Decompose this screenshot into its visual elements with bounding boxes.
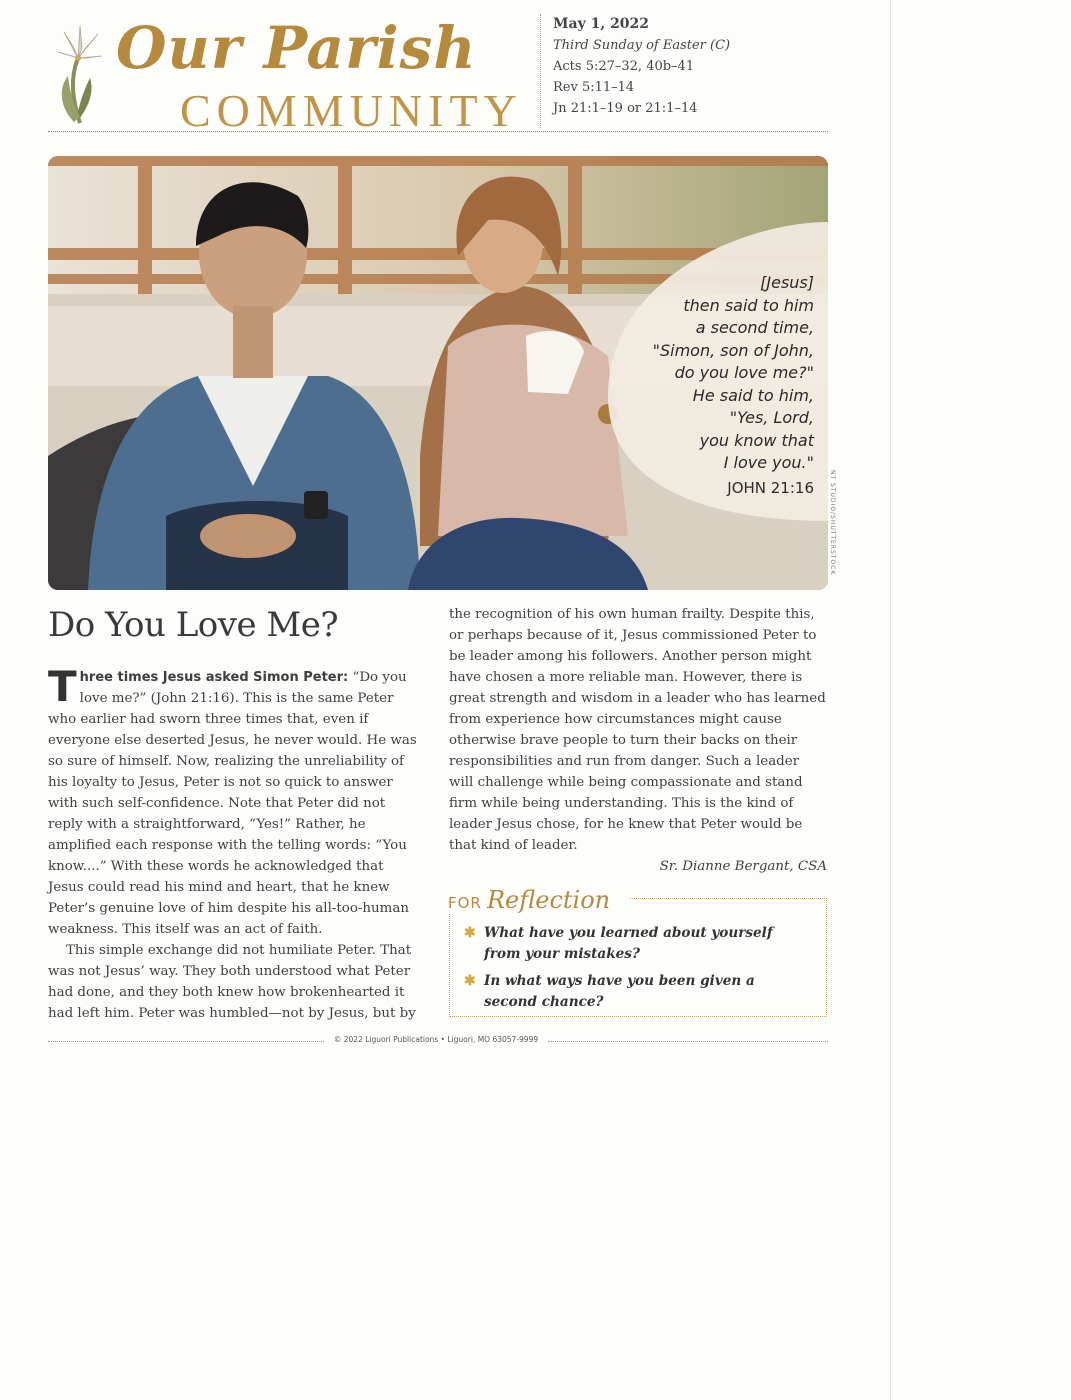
question-text: In what ways have you been given a second chance? — [484, 973, 755, 1010]
copyright-notice: © 2022 Liguori Publications • Liguori, MO 63057-9999 — [333, 1035, 539, 1044]
footer-rule-right — [548, 1041, 828, 1042]
quote-line: then said to him — [683, 295, 814, 315]
liturgical-occasion: Third Sunday of Easter (C) — [553, 38, 731, 53]
issue-info — [553, 14, 730, 119]
list-item — [464, 971, 804, 1013]
reflection-questions — [464, 923, 804, 1019]
reflection-word: Reflection — [486, 886, 611, 914]
quote-line: you know that — [699, 430, 814, 450]
paragraph-1-text: “Do you love me?” (John 21:16). This is the same Peter who earlier had sworn three times that, even if everyone else deserted Jesus, he never would. He was so sure of himself. Now, realizing the unreliability of his loyalty to Jesus, Peter is not so quick to answer with such self-confidence. Note that Peter did not reply with a straightforward, “Yes!” Rather, he amplified each response with the telling words: “You know....” With these words he acknowledged that Jesus could read his mind and heart, that he knew Peter’s genuine love of him despite his all-too-human weakness. This itself was an act of faith. — [48, 670, 417, 937]
article-column-1 — [48, 662, 420, 1024]
top-dotted-rule — [48, 131, 828, 132]
masthead-divider — [540, 14, 541, 128]
footer-rule-left — [48, 1041, 324, 1042]
issue-date: May 1, 2022 — [553, 16, 650, 32]
star-bullet-icon: ✱ — [464, 973, 476, 989]
reflection-heading — [448, 886, 616, 914]
paragraph-2-part-1: This simple exchange did not humiliate Peter. That was not Jesus’ way. They both understood what Peter had done, and they both knew how brokenhearted it had left him. Peter was humbled—not by Jesus, but by — [48, 943, 416, 1021]
star-bullet-icon: ✱ — [464, 925, 476, 941]
logo-caps-text: COMMUNITY — [180, 85, 523, 136]
lily-icon — [50, 18, 110, 128]
quote-line: "Yes, Lord, — [729, 408, 814, 427]
quote-line: a second time, — [695, 318, 814, 337]
author-byline: Sr. Dianne Bergant, CSA — [659, 859, 827, 874]
list-item — [464, 923, 804, 965]
photo-credit: NT STUDIO/SHUTTERSTOCK — [829, 470, 836, 576]
drop-cap: T — [48, 662, 77, 711]
reflection-box — [448, 886, 827, 1017]
reflection-top-rule — [630, 898, 827, 899]
quote-reference: JOHN 21:16 — [727, 478, 814, 497]
quote-line: He said to him, — [692, 385, 814, 405]
masthead-logo — [50, 12, 523, 136]
paragraph-1 — [48, 662, 420, 940]
quote-line: I love you." — [723, 453, 814, 472]
quote-line: do you love me?" — [674, 363, 814, 382]
reading-2: Rev 5:11–14 — [553, 80, 635, 95]
quote-line: "Simon, son of John, — [652, 340, 814, 360]
pull-quote — [614, 272, 814, 499]
quote-line: [Jesus] — [760, 273, 814, 292]
hero-photo — [48, 156, 828, 590]
article-column-2 — [449, 604, 827, 877]
lead-in: hree times Jesus asked Simon Peter: — [79, 670, 349, 685]
question-text: What have you learned about yourself from your mistakes? — [484, 925, 773, 962]
reading-1: Acts 5:27–32, 40b–41 — [553, 59, 695, 74]
reflection-for: FOR — [448, 894, 482, 912]
reading-3: Jn 21:1–19 or 21:1–14 — [553, 101, 698, 116]
paragraph-2-part-2: the recognition of his own human frailty. Despite this, or perhaps because of it, Jesus commissioned Peter to be leader among his followers. Another person might have chosen a more reliable man. However, there is great strength and wisdom in a leader who has learned from experience how circumstances might cause otherwise brave people to turn their backs on their responsibilities and run from danger. Such a leader will challenge while being compassionate and stand firm while being understanding. This is the kind of leader Jesus chose, for he knew that Peter would be that kind of leader. — [449, 607, 826, 853]
page-edge-line — [890, 0, 891, 1400]
logo-script-text: Our Parish — [116, 14, 477, 82]
article-title: Do You Love Me? — [48, 605, 339, 645]
